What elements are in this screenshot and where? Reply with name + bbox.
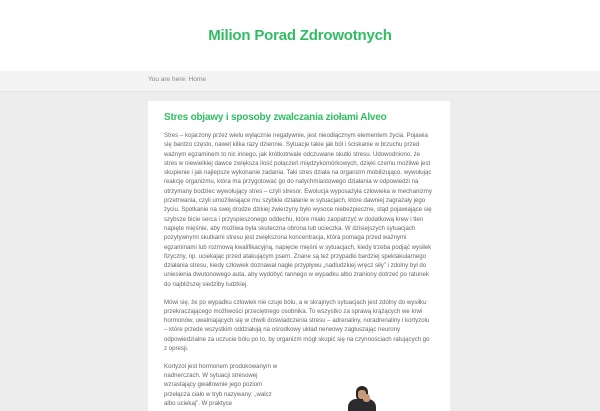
article-body bbox=[164, 131, 434, 408]
breadcrumb-prefix: You are here: bbox=[148, 76, 187, 83]
article-float-block bbox=[164, 362, 434, 408]
article-paragraph: Mówi się, że po wypadku człowiek nie czuje bólu, a w skrajnych sytuacjach jest zdolny do wysiłku przekraczającego możliwości przeciętnego osobnika. To wszystko za sprawą krążących we krwi hormonów, uwalniających się w chwili doświadczenia stresu – adrenaliny, noradrenaliny i kortyzolu – które przede wszystkim oddziałują na ośrodkowy układ nerwowy zagłuszając neurony odpowiedzialne za uczucie bólu po to, by organizm mógł skupić się na czynnościach ratujących go z opresji. bbox=[164, 298, 430, 353]
article-card bbox=[148, 101, 450, 411]
breadcrumb-home-link[interactable]: Home bbox=[188, 76, 206, 83]
article-paragraph: Kortyzol jest hormonem produkowanym w nadnerczach. W sytuacji stresowej wzrastający gwałtownie jego poziom przełącza ciało w tryb nazywany: „walcz albo uciekaj”. W praktyce bbox=[164, 362, 278, 408]
site-title[interactable]: Milion Porad Zdrowotnych bbox=[208, 27, 392, 44]
article-title[interactable]: Stres objawy i sposoby zwalczania ziołami Alveo bbox=[164, 112, 387, 123]
breadcrumb-bar bbox=[0, 71, 600, 92]
breadcrumb bbox=[148, 76, 206, 83]
article-paragraph: Stres – kojarzony przez wielu wyłącznie negatywnie, jest nieodłącznym elementem życia. Pojawia się bardzo często, nawet kilka razy dziennie. Sytuacje takie jak ból i ściskanie w brzuchu przed ważnym egzaminem to nic innego, jak krótkotrwale odczuwane skutki stresu. Udowodniono, że stres w niewielkiej dawce zwiększa ilość połączeń międzykomórkowych, dzięki czemu możliwe jest skupienie i jak najlepsze wykonanie zadania. Taki stres działa na organizm mobilizująco, wywołując reakcję organizmu, która ma przygotować go do natychmiastowego działania w odpowiedzi na otrzymany bodziec wywołujący stres – czyli stresor. Ewolucja wyposażyła człowieka w mechanizmy przetrwania, czyli umożliwiające mu szybkie działanie w sytuacjach, które dawniej zagrażały jego życiu. Spotkanie na swej drodze dzikiej zwierzyny było wysoce niebezpieczne, stąd pojawiające się szybsze bicie serca i przyspieszonego oddechu, które miało zaopatrzyć w dodatkową krew i tlen napięte mięśnie, aby możliwa była skuteczna obrona lub ucieczka. W dzisiejszych sytuacjach pozytywnymi skutkami stresu jest zwiększona koncentracja, która pomaga przed ważnymi egzaminami lub rozmową kwalifikacyjną, napięcie mięśni w sytuacjach, kiedy trzeba podjąć wysiłek fizyczny, np. uciekając przed atakującym psem. Znane są też przypadki bardziej spektakularnego działania stresu, kiedy człowiek doznawał nagłe przypływu „nadludzkiej wręcz siły” i zdolny był do uniesienia dwutonowego auta, aby wydobyć rannego w wypadku albo zraniony dotrzeć po ratunek do najbliższej siedziby ludzkiej. bbox=[164, 132, 432, 288]
site-header bbox=[0, 0, 600, 71]
person-photo-icon bbox=[336, 384, 384, 411]
